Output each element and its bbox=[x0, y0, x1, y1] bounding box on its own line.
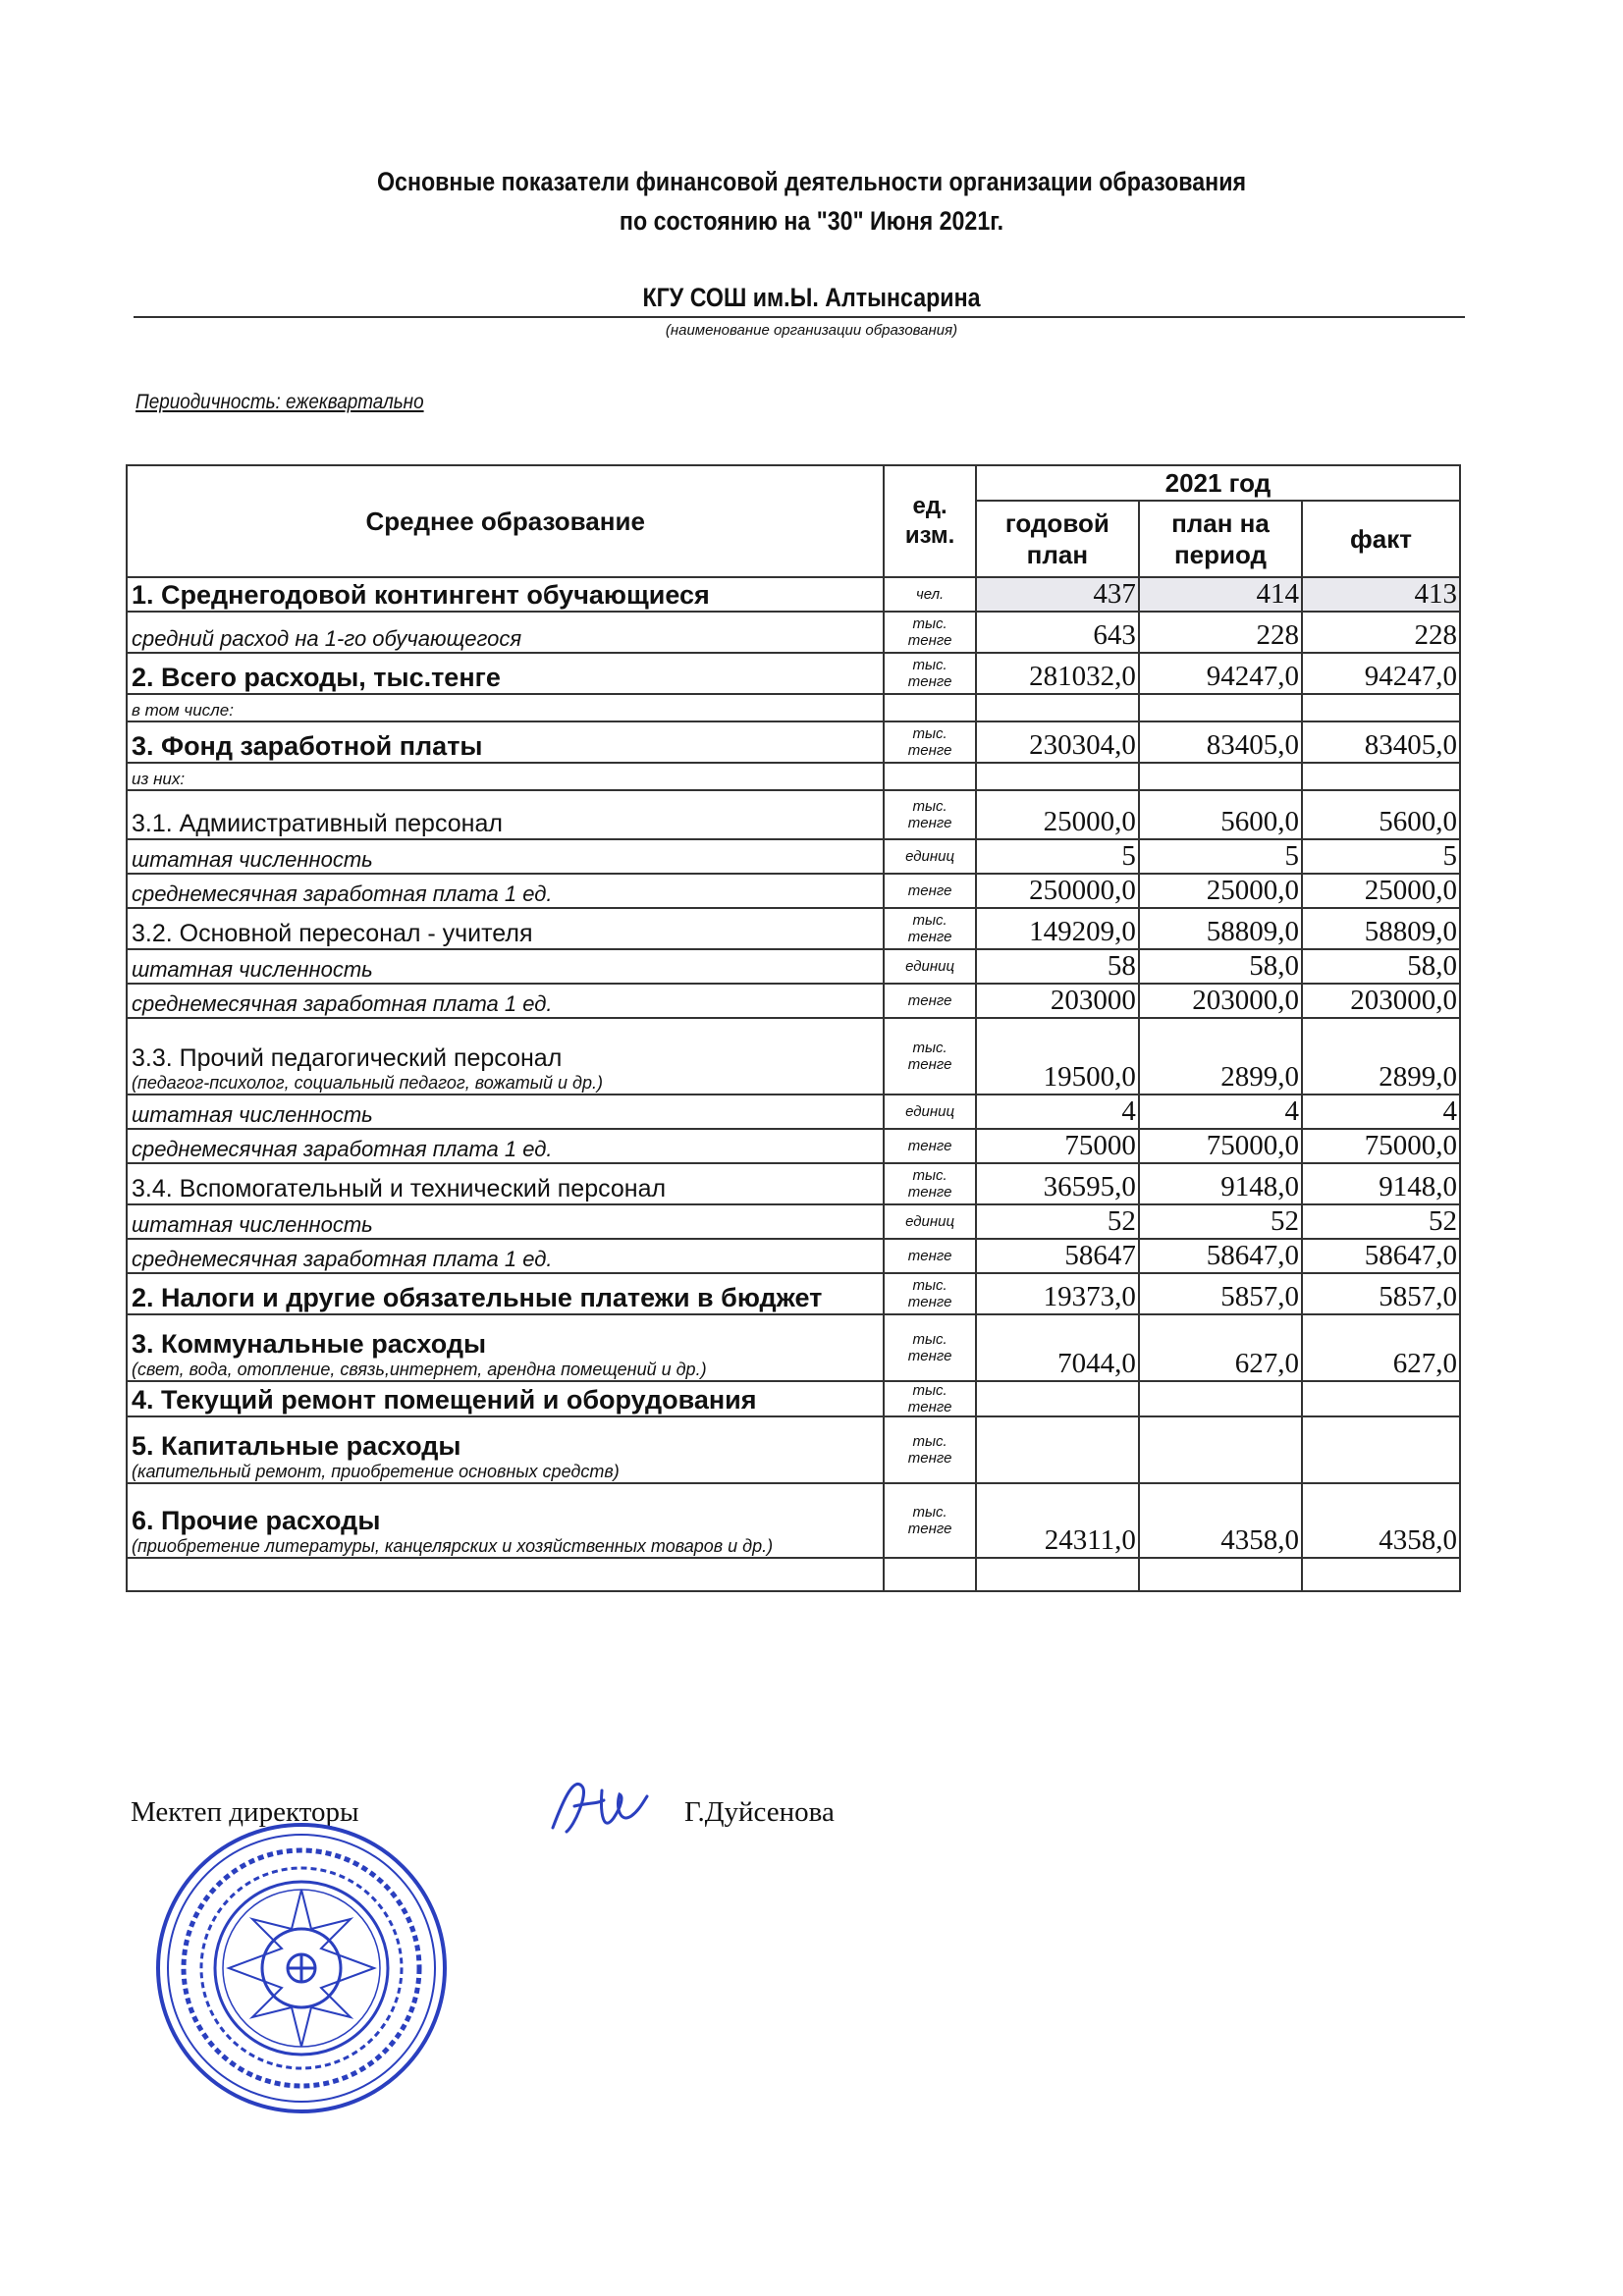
row-label-text: 2. Всего расходы, тыс.тенге bbox=[132, 663, 501, 692]
row-unit: тыс. тенге bbox=[884, 1018, 975, 1095]
row-label-text: среднемесячная заработная плата 1 ед. bbox=[132, 991, 553, 1016]
row-unit: единиц bbox=[884, 1095, 975, 1129]
row-unit: тыс. тенге bbox=[884, 790, 975, 839]
row-label-text: среднемесячная заработная плата 1 ед. bbox=[132, 1137, 553, 1161]
value-annual-plan: 24311,0 bbox=[976, 1483, 1139, 1558]
value-period-plan: 94247,0 bbox=[1139, 653, 1302, 694]
row-label-text: штатная численность bbox=[132, 1212, 373, 1237]
value-annual-plan: 25000,0 bbox=[976, 790, 1139, 839]
row-unit bbox=[884, 763, 975, 790]
table-row bbox=[127, 839, 1460, 874]
value-period-plan bbox=[1139, 763, 1302, 790]
table-row bbox=[127, 1416, 1460, 1483]
row-label-text: 3. Коммунальные расходы bbox=[132, 1329, 487, 1359]
row-label-text: штатная численность bbox=[132, 1102, 373, 1127]
row-label bbox=[127, 577, 884, 612]
row-unit: тыс. тенге bbox=[884, 1273, 975, 1314]
organization-note: (наименование организации образования) bbox=[665, 322, 958, 339]
value-annual-plan: 4 bbox=[976, 1095, 1139, 1129]
table-row bbox=[127, 1163, 1460, 1204]
row-label-text: 1. Среднегодовой контингент обучающиеся bbox=[132, 580, 710, 610]
value-period-plan bbox=[1139, 694, 1302, 721]
header-period-plan: план на период bbox=[1139, 501, 1302, 577]
value-annual-plan bbox=[976, 763, 1139, 790]
value-period-plan: 58647,0 bbox=[1139, 1239, 1302, 1273]
value-annual-plan bbox=[976, 1558, 1139, 1591]
table-row bbox=[127, 984, 1460, 1018]
table-row bbox=[127, 653, 1460, 694]
row-unit: чел. bbox=[884, 577, 975, 612]
value-annual-plan bbox=[976, 1416, 1139, 1483]
table-row bbox=[127, 1095, 1460, 1129]
row-label-text: 3.1. Адмиистративный персонал bbox=[132, 810, 503, 837]
value-fact: 228 bbox=[1302, 612, 1460, 653]
value-period-plan bbox=[1139, 1381, 1302, 1416]
row-label bbox=[127, 839, 884, 874]
row-label-text: 3.3. Прочий педагогический персонал bbox=[132, 1044, 563, 1072]
value-fact bbox=[1302, 1381, 1460, 1416]
value-annual-plan: 149209,0 bbox=[976, 908, 1139, 949]
value-annual-plan: 250000,0 bbox=[976, 874, 1139, 908]
value-period-plan: 5857,0 bbox=[1139, 1273, 1302, 1314]
value-fact bbox=[1302, 763, 1460, 790]
row-label bbox=[127, 1239, 884, 1273]
row-unit: тыс. тенге bbox=[884, 1163, 975, 1204]
row-unit: тенге bbox=[884, 984, 975, 1018]
finance-table bbox=[126, 464, 1461, 1592]
table-row bbox=[127, 1204, 1460, 1239]
periodicity-label: Периодичность: ежеквартально bbox=[135, 391, 424, 413]
value-annual-plan: 203000 bbox=[976, 984, 1139, 1018]
value-annual-plan: 58647 bbox=[976, 1239, 1139, 1273]
value-fact: 58,0 bbox=[1302, 949, 1460, 984]
row-unit: тыс. тенге bbox=[884, 1483, 975, 1558]
value-annual-plan: 52 bbox=[976, 1204, 1139, 1239]
value-fact: 9148,0 bbox=[1302, 1163, 1460, 1204]
value-annual-plan: 36595,0 bbox=[976, 1163, 1139, 1204]
row-label-text: 4. Текущий ремонт помещений и оборудования bbox=[132, 1385, 757, 1415]
value-annual-plan: 19373,0 bbox=[976, 1273, 1139, 1314]
header-annual-plan: годовой план bbox=[976, 501, 1139, 577]
row-unit: тыс. тенге bbox=[884, 1416, 975, 1483]
value-annual-plan: 5 bbox=[976, 839, 1139, 874]
row-unit: единиц bbox=[884, 839, 975, 874]
table-row bbox=[127, 577, 1460, 612]
row-unit: единиц bbox=[884, 1204, 975, 1239]
row-unit: тенге bbox=[884, 1129, 975, 1163]
table-row bbox=[127, 1558, 1460, 1591]
row-label bbox=[127, 908, 884, 949]
row-label-text: 3.2. Основной пересонал - учителя bbox=[132, 920, 533, 947]
row-unit: тыс. тенге bbox=[884, 721, 975, 763]
value-fact: 5857,0 bbox=[1302, 1273, 1460, 1314]
row-label-text: 3. Фонд заработной платы bbox=[132, 731, 483, 761]
value-annual-plan bbox=[976, 694, 1139, 721]
value-period-plan bbox=[1139, 1558, 1302, 1591]
row-label bbox=[127, 984, 884, 1018]
row-label-text: 5. Капитальные расходы bbox=[132, 1431, 461, 1461]
value-fact: 25000,0 bbox=[1302, 874, 1460, 908]
value-fact: 413 bbox=[1302, 577, 1460, 612]
row-label bbox=[127, 1558, 884, 1591]
handwritten-signature bbox=[545, 1767, 653, 1845]
row-label bbox=[127, 1483, 884, 1558]
doc-title-line1: Основные показатели финансовой деятельности организации образования bbox=[376, 167, 1247, 196]
row-unit: тыс. тенге bbox=[884, 1314, 975, 1381]
row-label bbox=[127, 1095, 884, 1129]
value-fact bbox=[1302, 1416, 1460, 1483]
value-annual-plan: 643 bbox=[976, 612, 1139, 653]
value-annual-plan bbox=[976, 1381, 1139, 1416]
row-label bbox=[127, 1204, 884, 1239]
table-row bbox=[127, 874, 1460, 908]
value-period-plan: 5 bbox=[1139, 839, 1302, 874]
row-label-text: 2. Налоги и другие обязательные платежи в бюджет bbox=[132, 1283, 823, 1312]
table-row bbox=[127, 790, 1460, 839]
row-label-text: 6. Прочие расходы bbox=[132, 1506, 381, 1535]
table-row bbox=[127, 1483, 1460, 1558]
value-annual-plan: 75000 bbox=[976, 1129, 1139, 1163]
row-label-text: в том числе: bbox=[132, 701, 234, 720]
header-fact: факт bbox=[1302, 501, 1460, 577]
value-fact bbox=[1302, 1558, 1460, 1591]
value-fact: 52 bbox=[1302, 1204, 1460, 1239]
organization-name: КГУ СОШ им.Ы. Алтынсарина bbox=[642, 283, 981, 312]
row-label bbox=[127, 1273, 884, 1314]
row-label-text: штатная численность bbox=[132, 847, 373, 872]
value-fact: 203000,0 bbox=[1302, 984, 1460, 1018]
value-fact: 4358,0 bbox=[1302, 1483, 1460, 1558]
row-unit: единиц bbox=[884, 949, 975, 984]
value-period-plan: 5600,0 bbox=[1139, 790, 1302, 839]
row-label bbox=[127, 874, 884, 908]
value-period-plan: 9148,0 bbox=[1139, 1163, 1302, 1204]
row-label bbox=[127, 653, 884, 694]
value-period-plan: 58,0 bbox=[1139, 949, 1302, 984]
row-unit: тыс. тенге bbox=[884, 653, 975, 694]
value-fact: 2899,0 bbox=[1302, 1018, 1460, 1095]
row-label bbox=[127, 1018, 884, 1095]
table-row bbox=[127, 1239, 1460, 1273]
value-period-plan: 228 bbox=[1139, 612, 1302, 653]
row-label-text: среднемесячная заработная плата 1 ед. bbox=[132, 881, 553, 906]
value-period-plan: 203000,0 bbox=[1139, 984, 1302, 1018]
row-label bbox=[127, 1314, 884, 1381]
value-fact: 5600,0 bbox=[1302, 790, 1460, 839]
row-unit: тенге bbox=[884, 1239, 975, 1273]
table-row bbox=[127, 1018, 1460, 1095]
value-period-plan: 83405,0 bbox=[1139, 721, 1302, 763]
value-fact bbox=[1302, 694, 1460, 721]
row-label bbox=[127, 790, 884, 839]
value-fact: 75000,0 bbox=[1302, 1129, 1460, 1163]
official-stamp bbox=[149, 1822, 454, 2114]
row-label bbox=[127, 949, 884, 984]
table-row bbox=[127, 908, 1460, 949]
doc-title-line2: по состоянию на "30" Июня 2021г. bbox=[619, 206, 1004, 236]
header-category: Среднее образование bbox=[127, 465, 884, 577]
row-label-text: средний расход на 1-го обучающегося bbox=[132, 626, 522, 651]
table-row bbox=[127, 1381, 1460, 1416]
value-period-plan: 52 bbox=[1139, 1204, 1302, 1239]
table-row bbox=[127, 949, 1460, 984]
row-label bbox=[127, 1416, 884, 1483]
value-period-plan: 75000,0 bbox=[1139, 1129, 1302, 1163]
value-fact: 5 bbox=[1302, 839, 1460, 874]
signatory-name: Г.Дуйсенова bbox=[684, 1796, 835, 1828]
row-label-note: (педагог-психолог, социальный педагог, вожатый и др.) bbox=[132, 1073, 603, 1093]
row-label-text: штатная численность bbox=[132, 957, 373, 982]
value-annual-plan: 230304,0 bbox=[976, 721, 1139, 763]
value-period-plan: 4 bbox=[1139, 1095, 1302, 1129]
row-unit: тыс. тенге bbox=[884, 1381, 975, 1416]
value-fact: 627,0 bbox=[1302, 1314, 1460, 1381]
table-row bbox=[127, 763, 1460, 790]
value-fact: 94247,0 bbox=[1302, 653, 1460, 694]
value-period-plan: 414 bbox=[1139, 577, 1302, 612]
row-label bbox=[127, 721, 884, 763]
value-fact: 83405,0 bbox=[1302, 721, 1460, 763]
row-unit bbox=[884, 1558, 975, 1591]
value-period-plan: 58809,0 bbox=[1139, 908, 1302, 949]
row-label-text: среднемесячная заработная плата 1 ед. bbox=[132, 1247, 553, 1271]
row-unit: тенге bbox=[884, 874, 975, 908]
row-label bbox=[127, 763, 884, 790]
value-annual-plan: 58 bbox=[976, 949, 1139, 984]
organization-underline bbox=[134, 316, 1465, 318]
signature-position: Мектеп директоры bbox=[131, 1796, 359, 1828]
row-label-text: 3.4. Вспомогательный и технический персонал bbox=[132, 1175, 667, 1202]
row-label-text: из них: bbox=[132, 770, 186, 788]
value-annual-plan: 281032,0 bbox=[976, 653, 1139, 694]
row-label bbox=[127, 1381, 884, 1416]
row-label-note: (свет, вода, отопление, связь,интернет, арендна помещений и др.) bbox=[132, 1360, 707, 1379]
row-label-note: (приобретение литературы, канцелярских и хозяйственных товаров и др.) bbox=[132, 1536, 774, 1556]
row-label bbox=[127, 1129, 884, 1163]
row-label bbox=[127, 694, 884, 721]
value-annual-plan: 7044,0 bbox=[976, 1314, 1139, 1381]
table-row bbox=[127, 1314, 1460, 1381]
value-fact: 58809,0 bbox=[1302, 908, 1460, 949]
row-label bbox=[127, 1163, 884, 1204]
header-unit: ед. изм. bbox=[884, 465, 975, 577]
value-period-plan: 627,0 bbox=[1139, 1314, 1302, 1381]
value-fact: 4 bbox=[1302, 1095, 1460, 1129]
value-period-plan: 4358,0 bbox=[1139, 1483, 1302, 1558]
value-annual-plan: 19500,0 bbox=[976, 1018, 1139, 1095]
table-row bbox=[127, 1273, 1460, 1314]
row-unit: тыс. тенге bbox=[884, 612, 975, 653]
header-year: 2021 год bbox=[976, 465, 1460, 501]
value-period-plan bbox=[1139, 1416, 1302, 1483]
table-row bbox=[127, 612, 1460, 653]
value-fact: 58647,0 bbox=[1302, 1239, 1460, 1273]
row-label-note: (капительный ремонт, приобретение основных средств) bbox=[132, 1462, 620, 1481]
row-unit: тыс. тенге bbox=[884, 908, 975, 949]
table-body bbox=[127, 577, 1460, 1591]
row-label bbox=[127, 612, 884, 653]
table-row bbox=[127, 694, 1460, 721]
value-annual-plan: 437 bbox=[976, 577, 1139, 612]
value-period-plan: 2899,0 bbox=[1139, 1018, 1302, 1095]
table-row bbox=[127, 1129, 1460, 1163]
row-unit bbox=[884, 694, 975, 721]
table-row bbox=[127, 721, 1460, 763]
value-period-plan: 25000,0 bbox=[1139, 874, 1302, 908]
